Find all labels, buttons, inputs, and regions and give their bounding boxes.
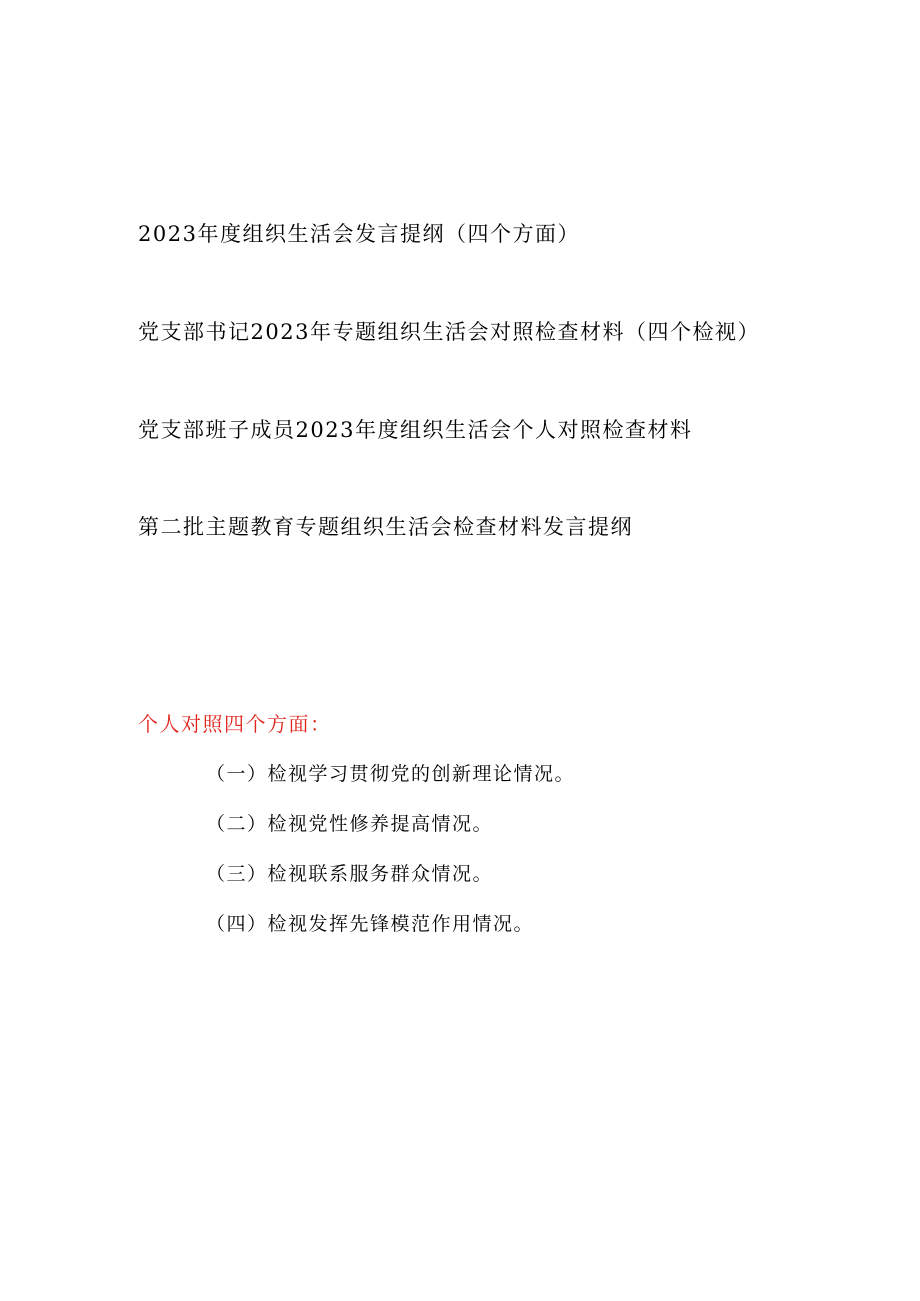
- document-title-4: 第二批主题教育专题组织生活会检查材料发言提纲: [138, 515, 633, 539]
- aspect-item-4: （四）检视发挥先锋模范作用情况。: [206, 913, 535, 935]
- section-heading: 个人对照四个方面：: [138, 712, 332, 736]
- aspect-item-2: （二）检视党性修养提高情况。: [206, 813, 494, 835]
- aspect-item-3: （三）检视联系服务群众情况。: [206, 863, 494, 885]
- aspect-item-1: （一）检视学习贯彻党的创新理论情况。: [206, 763, 576, 785]
- document-title-1: 2023年度组织生活会发言提纲（四个方面）: [138, 222, 580, 246]
- document-title-3: 党支部班子成员2023年度组织生活会个人对照检查材料: [138, 418, 693, 442]
- document-title-2: 党支部书记2023年专题组织生活会对照检查材料（四个检视）: [138, 320, 760, 344]
- aspect-list: [206, 760, 575, 960]
